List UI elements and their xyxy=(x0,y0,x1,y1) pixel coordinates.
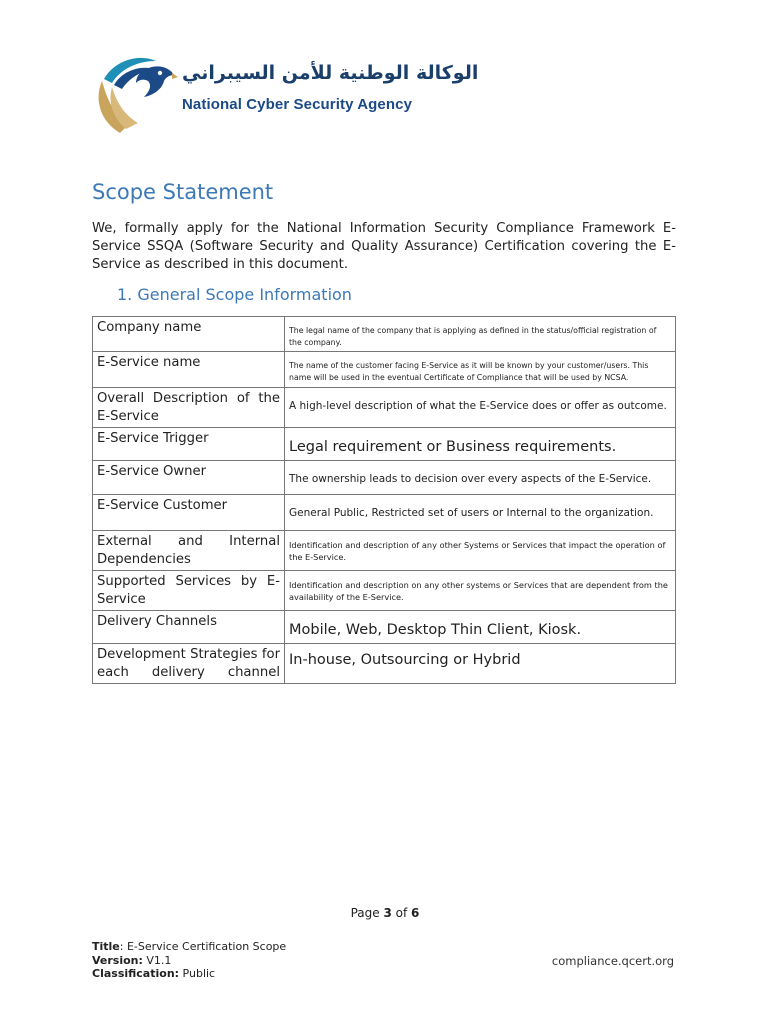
table-row xyxy=(93,611,676,644)
table-row xyxy=(93,531,676,571)
table-row xyxy=(93,428,676,461)
footer-title: Title: E-Service Certification Scope xyxy=(92,940,287,953)
row-label: E-Service Customer xyxy=(93,495,285,531)
row-label: E-Service Trigger xyxy=(93,428,285,461)
intro-paragraph: We, formally apply for the National Information Security Compliance Framework E-Service SSQA (Software Security and Quality Assurance) Certification covering the E-Service as described in this document. xyxy=(92,221,676,272)
logo-falcon-beak xyxy=(172,73,178,79)
table-row xyxy=(93,644,676,684)
row-label: Supported Services by E-Service xyxy=(93,571,285,611)
row-label: Development Strategies for each delivery channel xyxy=(93,644,285,684)
table-row xyxy=(93,352,676,388)
footer-doc-info xyxy=(92,940,286,981)
org-name-english: National Cyber Security Agency xyxy=(182,96,413,113)
footer-version: Version: V1.1 xyxy=(92,953,172,967)
row-label: E-Service name xyxy=(93,352,285,388)
row-label: Company name xyxy=(93,317,285,352)
row-value: Identification and description of any other Systems or Services that impact the operation of the E-Service. xyxy=(285,531,676,571)
table-row xyxy=(93,495,676,531)
row-label: E-Service Owner xyxy=(93,461,285,495)
row-value: Legal requirement or Business requirements. xyxy=(285,428,676,461)
row-value: In-house, Outsourcing or Hybrid xyxy=(285,644,676,684)
page-title: Scope Statement xyxy=(92,180,274,204)
table-row xyxy=(93,571,676,611)
footer-website: compliance.qcert.org xyxy=(551,954,674,968)
org-name-arabic: الوكالة الوطنية للأمن السيبراني xyxy=(182,62,479,84)
row-label: Delivery Channels xyxy=(93,611,285,644)
row-label: External and Internal Dependencies xyxy=(93,531,285,571)
page-number: Page 3 of 6 xyxy=(350,906,420,920)
row-value: Identification and description on any other systems or Services that are dependent from the availability of the E-Service. xyxy=(285,571,676,611)
row-value: The name of the customer facing E-Service as it will be known by your customer/users. This name will be used in the eventual Certificate of Compliance that will be used by NCSA. xyxy=(285,352,676,388)
row-value: A high-level description of what the E-Service does or offer as outcome. xyxy=(285,388,676,428)
row-value: The ownership leads to decision over every aspects of the E-Service. xyxy=(285,461,676,495)
section-heading: 1. General Scope Information xyxy=(117,285,352,304)
row-value: Mobile, Web, Desktop Thin Client, Kiosk. xyxy=(285,611,676,644)
table-row xyxy=(93,461,676,495)
footer-classification: Classification: Public xyxy=(92,967,216,980)
scope-table xyxy=(92,316,676,684)
row-value: The legal name of the company that is applying as defined in the status/official registration of the company. xyxy=(285,317,676,352)
row-label: Overall Description of the E-Service xyxy=(93,388,285,428)
table-row xyxy=(93,388,676,428)
table-row xyxy=(93,317,676,352)
row-value: General Public, Restricted set of users or Internal to the organization. xyxy=(285,495,676,531)
